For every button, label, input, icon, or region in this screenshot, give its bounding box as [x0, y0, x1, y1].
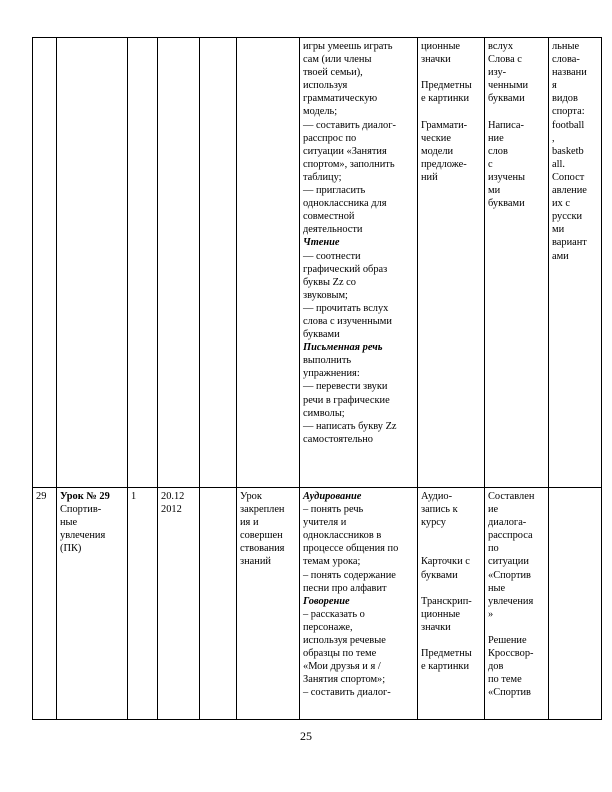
cell-resources: ционные значки Предметны е картинки Граммати- ческие модели предложе- ний [418, 38, 485, 488]
cell-control: вслух Слова с изу- ченными буквами Написа- ние слов с изучены ми буквами [485, 38, 549, 488]
reading-heading: Чтение [303, 237, 340, 249]
writing-list: выполнить упражнения: — перевести звуки речи в графические символы; — написать букву Zz самостоятельно [303, 355, 397, 445]
cell-topic [57, 38, 128, 488]
page-number: 25 [300, 729, 312, 743]
listening-heading: Аудирование [303, 491, 362, 502]
lesson-title: Урок № 29 [60, 491, 110, 502]
cell-date: 20.12 2012 [158, 488, 200, 720]
reading-list: — соотнести графический образ буквы Zz со звуковым; — прочитать вслух слова с изученными буквами [303, 250, 392, 341]
cell-activities [300, 38, 418, 488]
cell-notes: льные слова- названи я видов спорта: football , basketb all. Сопост авление их с русски ми вариант ами [549, 38, 602, 488]
cell-date [158, 38, 200, 488]
cell-lesson-type [237, 38, 300, 488]
cell-hours [128, 38, 158, 488]
cell-topic: Урок № 29 Спортив- ные увлечения (ПК) [57, 488, 128, 720]
cell-number: 29 [33, 488, 57, 720]
cell-control: Составлен ие диалога- расспроса по ситуации «Спортив ные увлечения » Решение Кроссвор- дов по теме «Спортив [485, 488, 549, 720]
cell-hours: 1 [128, 488, 158, 720]
cell-date-fact [200, 488, 237, 720]
speaking-heading: Говорение [303, 595, 350, 607]
cell-activities: Аудирование – понять речь учителя и одноклассников в процессе общения по темам урока; – понять содержание песни про алфавит Говорение – рассказать о персонаже, используя речевые образцы по теме «Мои друзья и я / Занятия спортом»; – составить диалог- [300, 488, 418, 720]
table-row [33, 488, 602, 720]
writing-heading: Письменная речь [303, 342, 383, 354]
cell-notes [549, 488, 602, 720]
cell-number [33, 38, 57, 488]
cell-lesson-type: Урок закреплен ия и совершен ствования знаний [237, 488, 300, 720]
table-row [33, 38, 602, 488]
activities-list: игры умеешь играть сам (или члены твоей семьи), используя грамматическую модель; — составить диалог- расспрос по ситуации «Занятия спортом», заполнить таблицу; — пригласить одноклассника для совместной деятельности [303, 41, 396, 236]
cell-date-fact [200, 38, 237, 488]
lesson-plan-table [32, 37, 602, 720]
cell-resources: Аудио- запись к курсу Карточки с буквами Транскрип- ционные значки Предметны е картинки [418, 488, 485, 720]
